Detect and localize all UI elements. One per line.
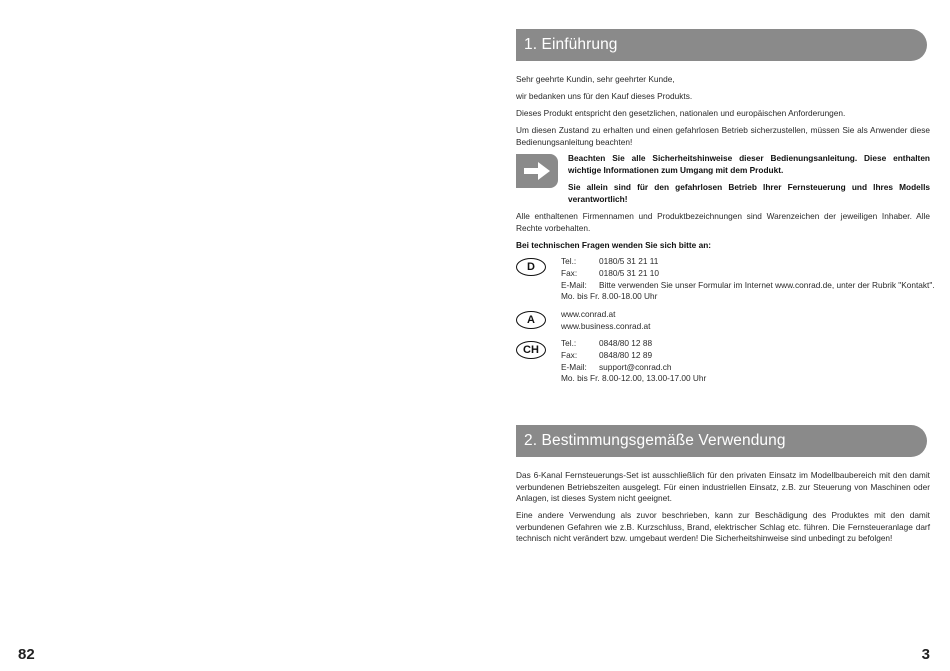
contact-de xyxy=(561,256,935,303)
intended-use-text: Das 6-Kanal Fernsteuerungs-Set ist ausschließlich für den privaten Einsatz im Modellbaubereich mit den damit verbundenen Betriebszeiten ausgelegt. Für einen industriellen Einsatz, z.B. zur Steuerung von Maschinen oder Anlagen, ist dieses System nicht geeignet. xyxy=(516,470,930,503)
section2-title-bar: 2. Bestimmungsgemäße Verwendung xyxy=(516,425,927,457)
ch-email-row: E-Mail: support@conrad.ch xyxy=(561,361,672,372)
de-tel-row: Tel.: 0180/5 31 21 11 xyxy=(561,256,659,266)
ch-fax-row: Fax: 0848/80 12 89 xyxy=(561,349,653,360)
salutation: Sehr geehrte Kundin, sehr geehrter Kunde, xyxy=(516,74,675,84)
ch-hours-row: Mo. bis Fr. 8.00-12.00, 13.00-17.00 Uhr xyxy=(561,373,707,384)
manual-notice: Um diesen Zustand zu erhalten und einen gefahrlosen Betrieb sicherzustellen, müssen Sie als Anwender diese Bedienungsanleitung beachten! xyxy=(516,125,930,147)
contact-heading: Bei technischen Fragen wenden Sie sich bitte an: xyxy=(516,240,712,250)
contact-ch xyxy=(561,338,706,385)
trademark-text: Alle enthaltenen Firmennamen und Produktbezeichnungen sind Warenzeichen der jeweiligen Inhaber. Alle Rechte vorbehalten. xyxy=(516,211,930,233)
contact-at xyxy=(561,309,650,333)
country-badge-ch: CH xyxy=(516,341,546,359)
warning-text-1: Beachten Sie alle Sicherheitshinweise dieser Bedienungsanleitung. Diese enthalten wichtige Informationen zum Umgang mit dem Produkt. xyxy=(568,153,930,175)
country-badge-de: D xyxy=(516,258,546,276)
country-badge-at: A xyxy=(516,311,546,329)
page-number-left: 82 xyxy=(18,646,35,663)
page-number-right: 3 xyxy=(921,646,930,663)
at-web-1: www.conrad.at xyxy=(561,309,616,319)
at-web-2: www.business.conrad.at xyxy=(561,320,651,331)
misuse-warning-text: Eine andere Verwendung als zuvor beschrieben, kann zur Beschädigung des Produktes mit den damit verbundenen Gefahren wie z.B. Kurzschluss, Brand, elektrischer Schlag etc. führen. Die Fernsteueranlage darf technisch nicht verändert bzw. umgebaut werden! Die Sicherheitshinweise sind unbedingt zu befolgen! xyxy=(516,510,930,543)
arrow-right-icon xyxy=(524,162,550,180)
de-email-row: E-Mail: Bitte verwenden Sie unser Formular im Internet www.conrad.de, unter der Rubrik "Kontakt". xyxy=(561,279,935,290)
conformity-text: Dieses Produkt entspricht den gesetzlichen, nationalen und europäischen Anforderungen. xyxy=(516,108,846,118)
de-hours-row: Mo. bis Fr. 8.00-18.00 Uhr xyxy=(561,291,658,302)
warning-text-2: Sie allein sind für den gefahrlosen Betrieb Ihrer Fernsteuerung und Ihres Modells verantwortlich! xyxy=(568,182,930,204)
de-fax-row: Fax: 0180/5 31 21 10 xyxy=(561,267,659,278)
warning-box xyxy=(516,154,558,188)
section1-title-bar: 1. Einführung xyxy=(516,29,927,61)
ch-tel-row: Tel.: 0848/80 12 88 xyxy=(561,338,653,348)
thanks-text: wir bedanken uns für den Kauf dieses Produkts. xyxy=(516,91,693,101)
